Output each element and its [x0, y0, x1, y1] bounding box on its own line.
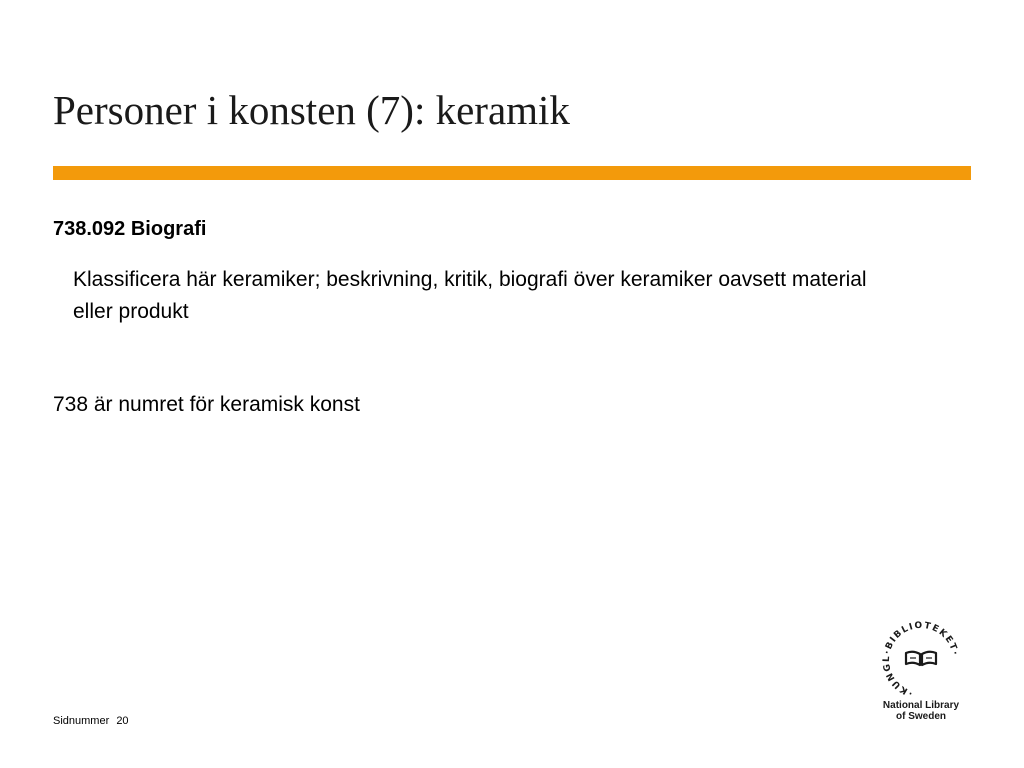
- title-accent-bar: [53, 166, 971, 180]
- slide-footer: [53, 715, 129, 728]
- kb-logo: [873, 618, 969, 724]
- page-number: 20: [116, 715, 129, 727]
- logo-caption: [873, 700, 969, 722]
- slide-title: Personer i konsten (7): keramik: [53, 87, 570, 133]
- classification-heading: 738.092 Biografi: [53, 218, 207, 240]
- logo-ring-text: ·KUNGL·BIBLIOTEKET·: [881, 620, 960, 698]
- logo-caption-line2: of Sweden: [895, 711, 946, 722]
- kb-emblem-icon: [879, 618, 963, 698]
- classification-note: 738 är numret för keramisk konst: [53, 393, 360, 416]
- logo-caption-line1: National Library: [882, 700, 960, 711]
- page-number-label: Sidnummer: [53, 715, 110, 727]
- classification-description: Klassificera här keramiker; beskrivning, kritik, biografi över keramiker oavsett material eller produkt: [73, 268, 867, 323]
- open-book-icon: [906, 652, 936, 665]
